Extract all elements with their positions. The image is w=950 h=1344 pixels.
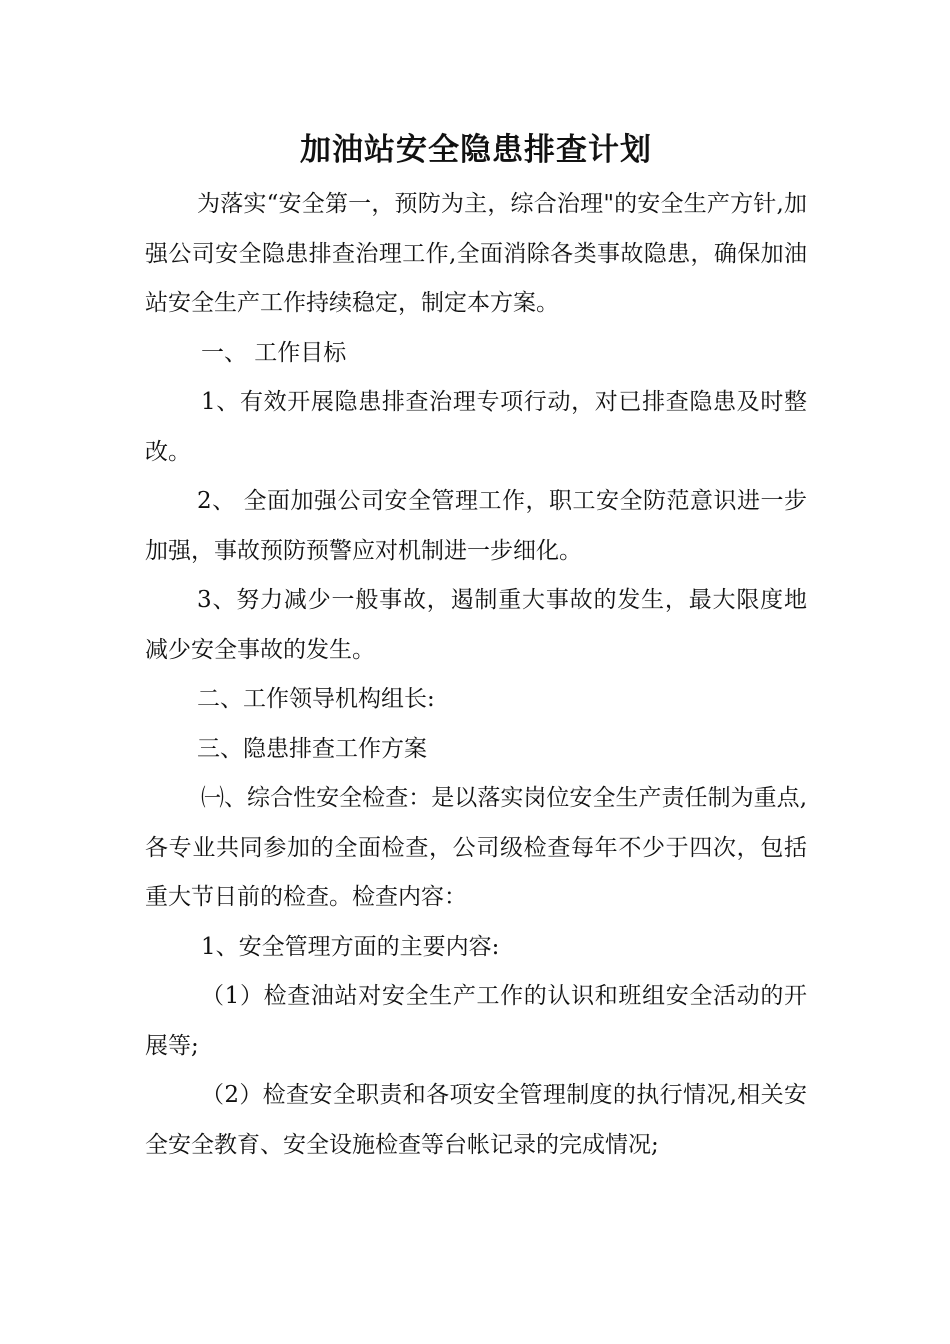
intro-paragraph: 为落实“安全第一，预防为主，综合治理"的安全生产方针,加强公司安全隐患排查治理工作,全面消除各类事故隐患，确保加油站安全生产工作持续稳定，制定本方案。	[145, 191, 807, 316]
section-heading-leadership: 二、工作领导机构组长:	[197, 686, 435, 712]
goal-item-2: 2、 全面加强公司安全管理工作，职工安全防范意识进一步加强，事故预防预警应对机制进一步细化。	[145, 488, 807, 564]
section-heading-plan: 三、隐患排查工作方案	[197, 735, 427, 762]
document-title: 加油站安全隐患排查计划	[300, 132, 652, 168]
management-subheading: 1、安全管理方面的主要内容:	[201, 933, 500, 960]
section-heading-goals: 一、 工作目标	[201, 339, 347, 366]
management-item-1: （1）检查油站对安全生产工作的认识和班组安全活动的开展等;	[145, 983, 807, 1059]
goal-item-3: 3、努力减少一般事故，遏制重大事故的发生，最大限度地减少安全事故的发生。	[145, 587, 807, 663]
comprehensive-inspection-paragraph: ㈠、综合性安全检查：是以落实岗位安全生产责任制为重点,各专业共同参加的全面检查，公司级检查每年不少于四次，包括重大节日前的检查。检查内容：	[145, 785, 807, 910]
management-item-2: （2）检查安全职责和各项安全管理制度的执行情况,相关安全安全教育、安全设施检查等台帐记录的完成情况;	[145, 1082, 807, 1158]
goal-item-1: 1、有效开展隐患排查治理专项行动，对已排查隐患及时整改。	[145, 389, 807, 465]
document-body	[145, 120, 807, 1170]
